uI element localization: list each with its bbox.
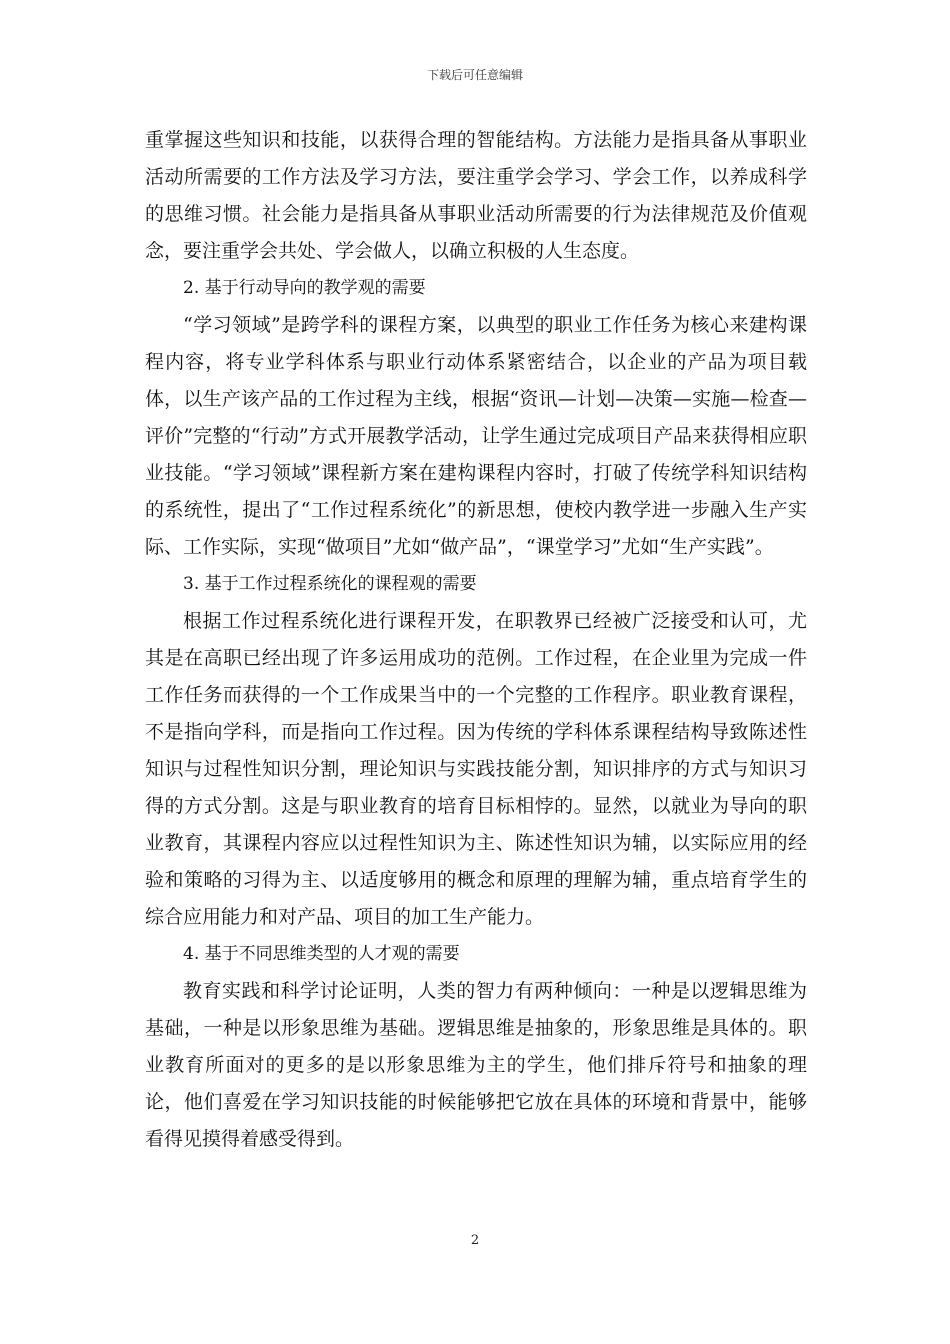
page-number: 2 <box>470 1233 480 1248</box>
section-heading-2: 2. 基于行动导向的教学观的需要 <box>183 278 426 298</box>
paragraph-2: “学习领域”是跨学科的课程方案，以典型的职业工作任务为核心来建构课程内容，将专业学科体系与职业行动体系紧密结合，以企业的产品为项目载体，以生产该产品的工作过程为主线，根据“资讯—计划—决策—实施—检查—评价”完整的“行动”方式开展教学活动，让学生通过完成项目产品来获得相应职业技能。“学习领域”课程新方案在建构课程内容时，打破了传统学科知识结构的系统性，提出了“工作过程系统化”的新思想，使校内教学进一步融入生产实际、工作实际，实现“做项目”尤如“做产品”，“课堂学习”尤如“生产实践”。 <box>145 314 807 558</box>
section-heading-4: 4. 基于不同思维类型的人才观的需要 <box>183 944 460 964</box>
paragraph-3: 根据工作过程系统化进行课程开发，在职教界已经被广泛接受和认可，尤其是在高职已经出现了许多运用成功的范例。工作过程，在企业里为完成一件工作任务而获得的一个工作成果当中的一个完整的工作程序。职业教育课程，不是指向学科，而是指向工作过程。因为传统的学科体系课程结构导致陈述性知识与过程性知识分割，理论知识与实践技能分割，知识排序的方式与知识习得的方式分割。这是与职业教育的培育目标相悖的。显然，以就业为导向的职业教育，其课程内容应以过程性知识为主、陈述性知识为辅，以实际应用的经验和策略的习得为主、以适度够用的概念和原理的理解为辅，重点培育学生的综合应用能力和对产品、项目的加工生产能力。 <box>145 610 807 928</box>
page-header: 下载后可任意编辑 <box>426 68 523 82</box>
paragraph-1: 重掌握这些知识和技能，以获得合理的智能结构。方法能力是指具备从事职业活动所需要的工作方法及学习方法，要注重学会学习、学会工作，以养成科学的思维习惯。社会能力是指具备从事职业活动所需要的行为法律规范及价值观念，要注重学会共处、学会做人，以确立积极的人生态度。 <box>145 129 807 262</box>
paragraph-4: 教育实践和科学讨论证明，人类的智力有两种倾向：一种是以逻辑思维为基础，一种是以形象思维为基础。逻辑思维是抽象的，形象思维是具体的。职业教育所面对的更多的是以形象思维为主的学生，他们排斥符号和抽象的理论，他们喜爱在学习知识技能的时候能够把它放在具体的环境和背景中，能够看得见摸得着感受得到。 <box>145 980 807 1150</box>
document-body <box>145 122 807 1158</box>
section-heading-3: 3. 基于工作过程系统化的课程观的需要 <box>183 574 477 594</box>
